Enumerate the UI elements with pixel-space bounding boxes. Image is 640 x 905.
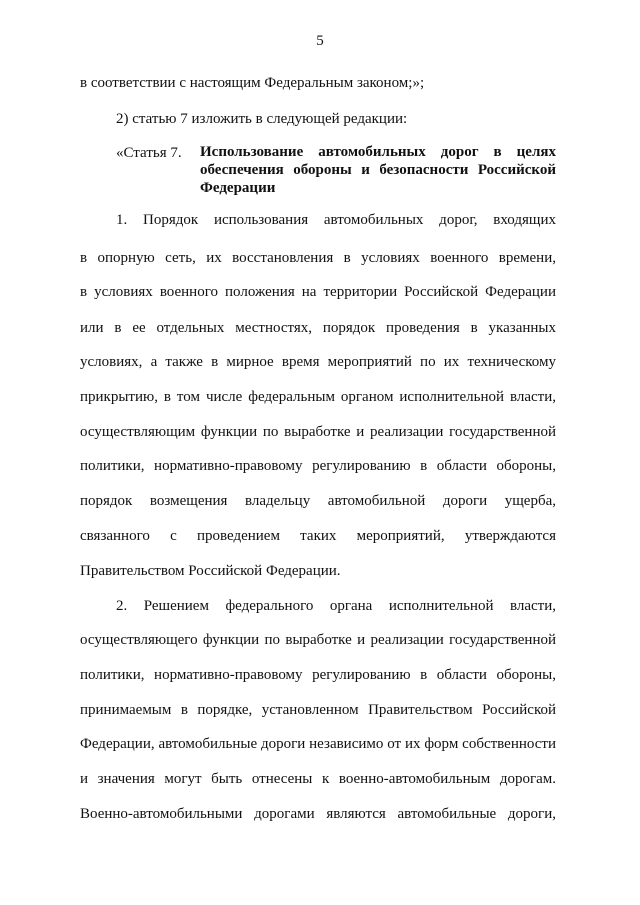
article-title bbox=[200, 143, 556, 197]
paragraph-1-line: прикрытию, в том числе федеральным органом исполнительной власти, bbox=[80, 389, 556, 405]
text-line: 2) статью 7 изложить в следующей редакции: bbox=[116, 111, 408, 127]
paragraph-1-line: осуществляющим функции по выработке и реализации государственной bbox=[80, 424, 556, 440]
paragraph-2-line: осуществляющего функции по выработке и реализации государственной bbox=[80, 632, 556, 648]
paragraph-1-line: в опорную сеть, их восстановления в условиях военного времени, bbox=[80, 250, 556, 266]
paragraph-1-line: 1. Порядок использования автомобильных дорог, входящих bbox=[116, 212, 556, 228]
article-title-line: Федерации bbox=[200, 180, 276, 196]
paragraph-2-line: 2. Решением федерального органа исполнительной власти, bbox=[116, 598, 556, 614]
paragraph-1-line: политики, нормативно-правовому регулированию в области обороны, bbox=[80, 458, 556, 474]
paragraph-2-line: Федерации, автомобильные дороги независимо от их форм собственности bbox=[80, 736, 556, 752]
paragraph-2-line: принимаемым в порядке, установленном Правительством Российской bbox=[80, 702, 556, 718]
paragraph-2-line: и значения могут быть отнесены к военно-автомобильным дорогам. bbox=[80, 771, 556, 787]
paragraph-2-line: политики, нормативно-правовому регулированию в области обороны, bbox=[80, 667, 556, 683]
article-title-line: Использование автомобильных дорог в целях bbox=[200, 144, 556, 160]
paragraph-1-line: связанного с проведением таких мероприятий, утверждаются bbox=[80, 528, 556, 544]
paragraph-1-line: в условиях военного положения на территории Российской Федерации bbox=[80, 284, 556, 300]
paragraph-1-line: условиях, а также в мирное время мероприятий по их техническому bbox=[80, 354, 556, 370]
page-number: 5 bbox=[316, 33, 324, 49]
paragraph-1-line: Правительством Российской Федерации. bbox=[80, 563, 341, 579]
paragraph-1-line: порядок возмещения владельцу автомобильной дороги ущерба, bbox=[80, 493, 556, 509]
paragraph-1-line: или в ее отдельных местностях, порядок проведения в указанных bbox=[80, 320, 556, 336]
article-label: «Статья 7. bbox=[116, 145, 182, 161]
text-line: в соответствии с настоящим Федеральным законом;»; bbox=[80, 75, 425, 91]
paragraph-2-line: Военно-автомобильными дорогами являются автомобильные дороги, bbox=[80, 806, 556, 822]
article-title-line: обеспечения обороны и безопасности Российской bbox=[200, 162, 556, 178]
